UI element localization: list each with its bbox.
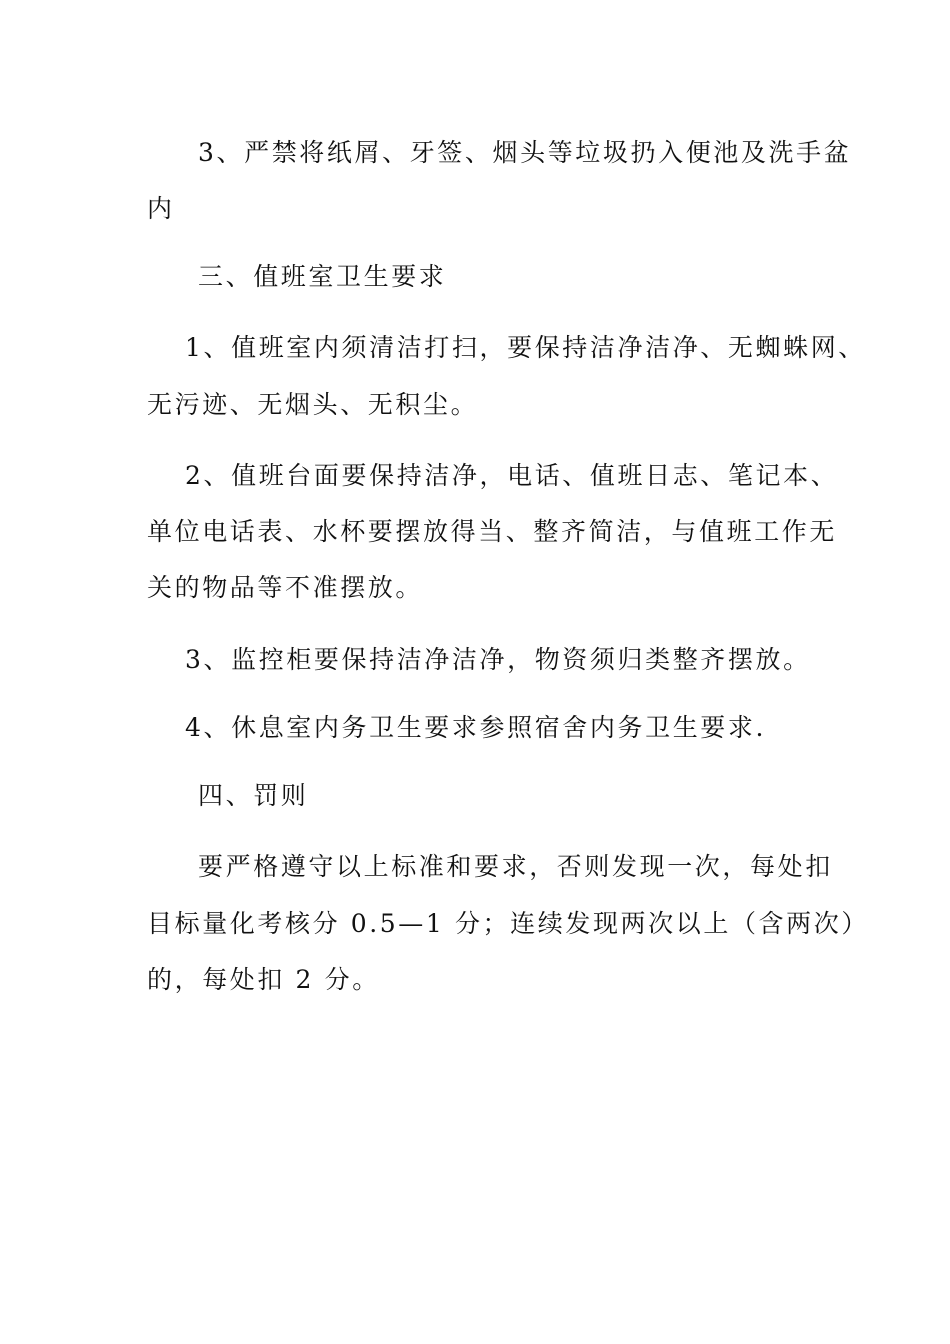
- penalty-paragraph-line-3: 的，每处扣 2 分。: [147, 965, 380, 994]
- penalty-paragraph-line-1: 要严格遵守以上标准和要求，否则发现一次，每处扣: [198, 852, 833, 881]
- duty-item-1-line-2: 无污迹、无烟头、无积尘。: [147, 390, 479, 419]
- item-3-no-litter-line-1: 3、严禁将纸屑、牙签、烟头等垃圾扔入便池及洗手盆: [198, 138, 852, 167]
- penalty-paragraph-line-2: 目标量化考核分 0.5—1 分；连续发现两次以上（含两次）: [147, 909, 869, 938]
- duty-item-4: 4、休息室内务卫生要求参照宿舍内务卫生要求.: [185, 713, 767, 742]
- item-3-no-litter-line-2: 内: [147, 194, 175, 223]
- duty-item-2-line-3: 关的物品等不准摆放。: [147, 573, 424, 602]
- duty-item-1-line-1: 1、值班室内须清洁打扫，要保持洁净洁净、无蜘蛛网、: [185, 333, 866, 362]
- section-duty-room-heading: 三、值班室卫生要求: [198, 262, 447, 291]
- duty-item-2-line-2: 单位电话表、水杯要摆放得当、整齐简洁，与值班工作无: [147, 517, 838, 546]
- duty-item-3: 3、监控柜要保持洁净洁净，物资须归类整齐摆放。: [185, 645, 811, 674]
- duty-item-2-line-1: 2、值班台面要保持洁净，电话、值班日志、笔记本、: [185, 461, 839, 490]
- section-penalties-heading: 四、罚则: [198, 781, 309, 810]
